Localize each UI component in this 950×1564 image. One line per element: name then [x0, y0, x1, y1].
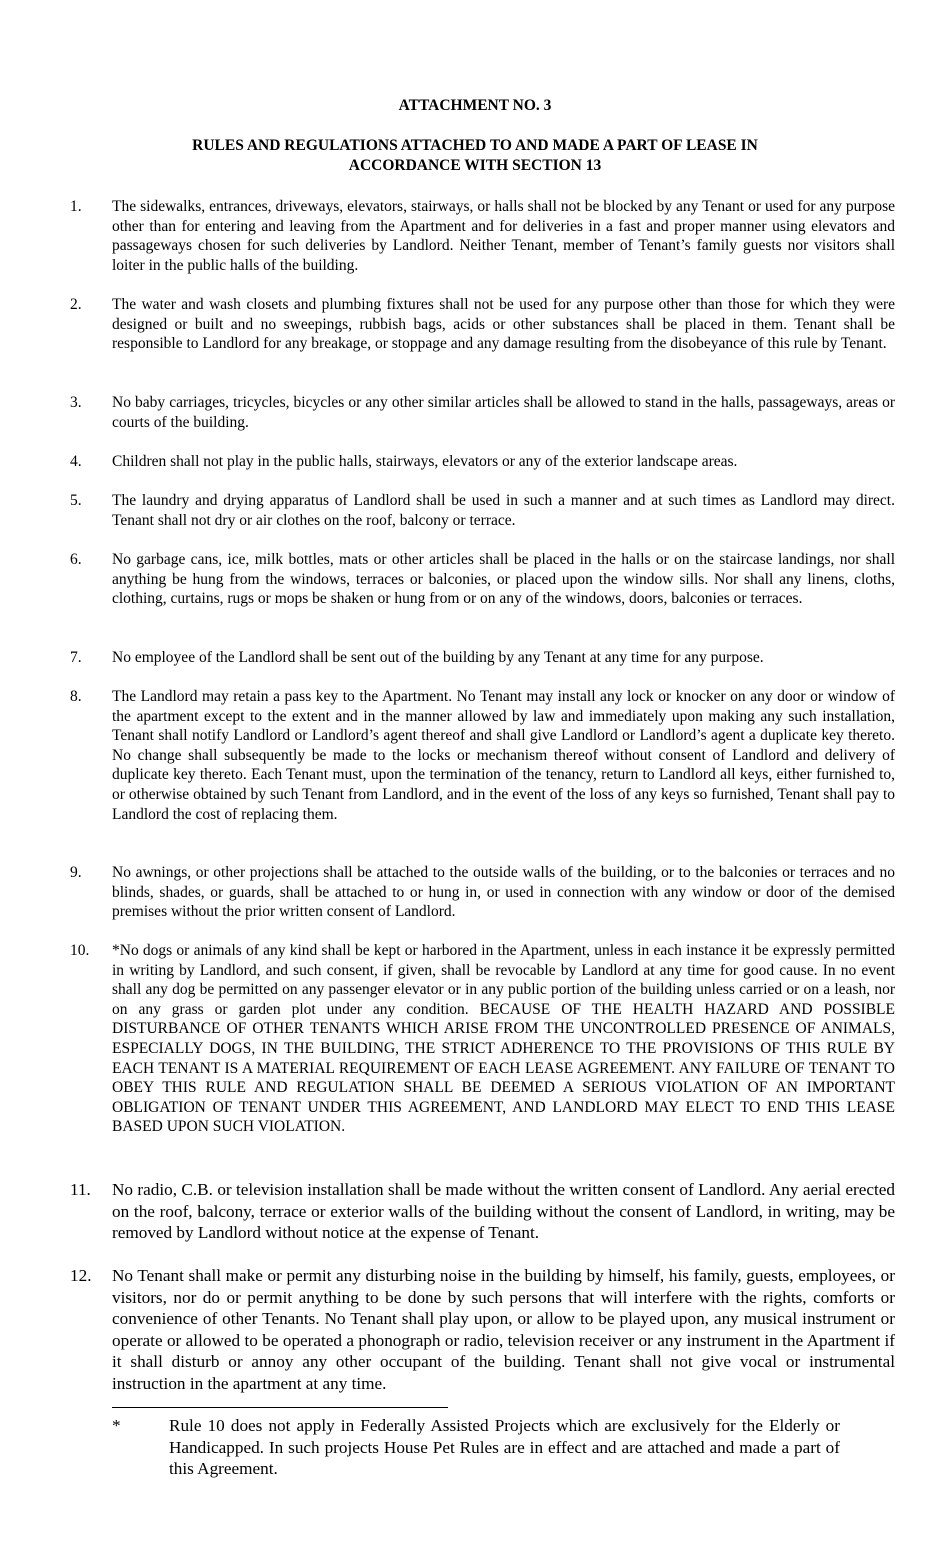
rule-number: 5.	[70, 492, 82, 509]
footnote-divider	[112, 1407, 448, 1408]
rule-number: 8.	[70, 688, 82, 705]
rule-item-10	[70, 941, 895, 1137]
rule-item-1	[70, 197, 895, 275]
rule-text: No garbage cans, ice, milk bottles, mats or other articles shall be placed in the halls or on the staircase landings, nor shall anything be hung from the windows, terraces or balconies, or placed upon the window sills. Nor shall any linens, cloths, clothing, curtains, rugs or mops be shaken or hung from or on any of the windows, doors, balconies or terraces.	[112, 551, 895, 608]
rule-text: No employee of the Landlord shall be sent out of the building by any Tenant at any time for any purpose.	[112, 649, 764, 666]
rule-item-2	[70, 295, 895, 354]
subtitle-line-1: RULES AND REGULATIONS ATTACHED TO AND MADE A PART OF LEASE IN	[192, 137, 758, 154]
rule-text: No Tenant shall make or permit any disturbing noise in the building by himself, his family, guests, employees, or visitors, nor do or permit anything to be done by such persons that will interfere with the rights, comforts or convenience of other Tenants. No Tenant shall play upon, or allow to be played upon, any musical instrument or operate or allowed to be operated a phonograph or radio, television receiver or any instrument in the Apartment if it shall disturb or annoy any other occupant of the building. Tenant shall not give vocal or instrumental instruction in the apartment at any time.	[112, 1266, 895, 1393]
rule-number: 4.	[70, 453, 82, 470]
rule-text: The water and wash closets and plumbing fixtures shall not be used for any purpose other than those for which they were designed or built and no sweepings, rubbish bags, acids or other substances shall be placed in them. Tenant shall be responsible to Landlord for any breakage, or stoppage and any damage resulting from the disobeyance of this rule by Tenant.	[112, 296, 895, 353]
rule-item-7	[70, 648, 895, 668]
rule-item-9	[70, 863, 895, 922]
rule-text: No awnings, or other projections shall be attached to the outside walls of the building, or to the balconies or terraces and no blinds, shades, or guards, shall be attached to or hung in, or used in connection with any window or door of the demised premises without the prior written consent of Landlord.	[112, 864, 895, 921]
rule-item-8	[70, 687, 895, 824]
rule-number: 2.	[70, 296, 82, 313]
rule-number: 7.	[70, 649, 82, 666]
rule-item-11	[70, 1179, 895, 1244]
rule-number: 3.	[70, 394, 82, 411]
document-subtitle	[0, 136, 950, 176]
rule-text: No baby carriages, tricycles, bicycles or any other similar articles shall be allowed to stand in the halls, passageways, areas or courts of the building.	[112, 394, 895, 431]
attachment-title: ATTACHMENT NO. 3	[398, 97, 552, 114]
rule-number: 6.	[70, 551, 82, 568]
rule-item-12	[70, 1265, 895, 1394]
rule-text: The sidewalks, entrances, driveways, elevators, stairways, or halls shall not be blocked by any Tenant or used for any purpose other than for entering and leaving from the Apartment and for deliveries in a fast and proper manner using elevators and passageways chosen for such deliveries by Landlord. Neither Tenant, member of Tenant’s family guests nor visitors shall loiter in the public halls of the building.	[112, 198, 895, 274]
rule-number: 10.	[70, 942, 90, 959]
rule-text: *No dogs or animals of any kind shall be kept or harbored in the Apartment, unless in each instance it be expressly permitted in writing by Landlord, and such consent, if given, shall be revocable by Landlord at any time for good cause. In no event shall any dog be permitted on any passenger elevator or in any public portion of the building unless carried or on a leash, nor on any grass or garden plot under any condition. BECAUSE OF THE HEALTH HAZARD AND POSSIBLE DISTURBANCE OF OTHER TENANTS WHICH ARISE FROM THE UNCONTROLLED PRESENCE OF ANIMALS, ESPECIALLY DOGS, IN THE BUILDING, THE STRICT ADHERENCE TO THE PROVISIONS OF THIS RULE BY EACH TENANT IS A MATERIAL REQUIREMENT OF EACH LEASE AGREEMENT. ANY FAILURE OF TENANT TO OBEY THIS RULE AND REGULATION SHALL BE DEEMED A SERIOUS VIOLATION OF AN IMPORTANT OBLIGATION OF TENANT UNDER THIS AGREEMENT, AND LANDLORD MAY ELECT TO END THIS LEASE BASED UPON SUCH VIOLATION.	[112, 942, 895, 1136]
rule-number: 9.	[70, 864, 82, 881]
subtitle-line-2: ACCORDANCE WITH SECTION 13	[348, 157, 602, 174]
rule-number: 12.	[70, 1266, 92, 1285]
rule-text: Children shall not play in the public halls, stairways, elevators or any of the exterior landscape areas.	[112, 453, 738, 470]
rule-number: 11.	[70, 1180, 91, 1199]
rule-text: The Landlord may retain a pass key to the Apartment. No Tenant may install any lock or knocker on any door or window of the apartment except to the extent and in the manner allowed by law and immediately upon making any such installation, Tenant shall notify Landlord or Landlord’s agent thereof and shall give Landlord or Landlord’s agent a duplicate key thereto. No change shall subsequently be made to the locks or mechanism thereof without consent of Landlord and delivery of duplicate key thereto. Each Tenant must, upon the termination of the tenancy, return to Landlord all keys, either furnished to, or otherwise obtained by such Tenant from Landlord, and in the event of the loss of any keys so furnished, Tenant shall pay to Landlord the cost of replacing them.	[112, 688, 895, 823]
rule-text: The laundry and drying apparatus of Landlord shall be used in such a manner and at such times as Landlord may direct. Tenant shall not dry or air clothes on the roof, balcony or terrace.	[112, 492, 895, 529]
footnote-text: Rule 10 does not apply in Federally Assisted Projects which are exclusively for the Elderly or Handicapped. In such projects House Pet Rules are in effect and are attached and made a part of this Agreement.	[169, 1416, 840, 1478]
rule-item-3	[70, 393, 895, 432]
rule-item-6	[70, 550, 895, 609]
rule-item-5	[70, 491, 895, 530]
rule-text: No radio, C.B. or television installation shall be made without the written consent of Landlord. Any aerial erected on the roof, balcony, terrace or exterior walls of the building without the consent of Landlord, in writing, may be removed by Landlord without notice at the expense of Tenant.	[112, 1180, 895, 1242]
rule-item-4	[70, 452, 895, 472]
footnote	[112, 1415, 840, 1480]
rule-number: 1.	[70, 198, 82, 215]
footnote-mark: *	[112, 1416, 121, 1435]
